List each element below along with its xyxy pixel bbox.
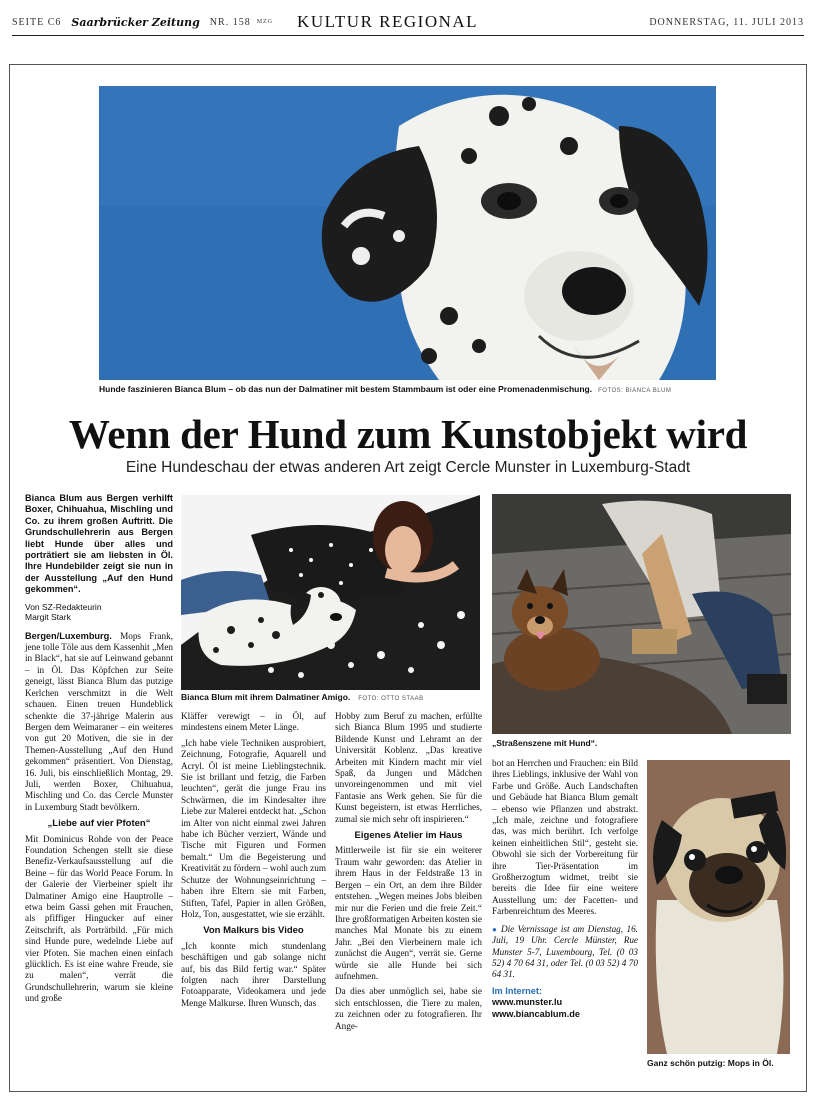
byline bbox=[25, 602, 173, 623]
photo-bianca-amigo bbox=[181, 495, 480, 690]
newspaper-name: Saarbrücker Zeitung bbox=[71, 15, 200, 29]
hero-caption bbox=[99, 384, 716, 394]
bullet-icon: ● bbox=[492, 924, 498, 934]
article-subheadline: Eine Hundeschau der etwas anderen Art zeigt Cercle Munster in Luxemburg-Stadt bbox=[125, 459, 691, 476]
bianca-amigo-illustration bbox=[181, 495, 480, 690]
column-3 bbox=[335, 711, 482, 1032]
paragraph: „Ich konnte mich stundenlang beschäftigen und gab solange nicht auf, bis das Bild fertig war.“ Später folgten nach ihrer Darstellung Fotoapparate, Videokamera und jede Menge Malkurse. Ihren Wunsch, das bbox=[181, 940, 326, 1008]
paragraph: Mittlerweile ist für sie ein weiterer Traum wahr geworden: das Atelier in ihrem Haus in der Feldstraße 13 in Bergen – ein Ort, an dem ihre Bilder entstehen. „Wegen meines Jobs bleiben mir nur die Ferien und die freie Zeit.“ Ihre großformatigen Arbeiten kosten sie manches Mal Monate bis zu einem Jahr. „Bei den Vierbeinern male ich zunächst die Augen“, verrät sie. Gerne würde sie alle Hunde bei sich aufnehmen. bbox=[335, 845, 482, 981]
paragraph: Mit Dominicus Rohde von der Peace Foundation Schengen stellt sie diese Benefiz-Verkaufsausstellung auf die Beine – für das World Peace Forum. In der Galerie der Vierbeiner spielt ihr Dalmatiner Amigo eine Hauptrolle – etwa beim Gassi gehen mit Frauchen, als pfiffiger Hingucker auf einer Zeitschrift, als Porträtbild. „Für mich sind Hunde pure, wedelnde Liebe auf vier Pfoten. Sie machen einen einfach glücklich. Es ist eine wahre Freude, sie zu malen“, verrät die Grundschullehrerin, warum sie kleine und große bbox=[25, 833, 173, 1004]
subheading-atelier: Eigenes Atelier im Haus bbox=[354, 830, 463, 842]
page-number: SEITE C6 bbox=[12, 16, 62, 28]
issue-date: DONNERSTAG, 11. JULI 2013 bbox=[649, 16, 804, 28]
subheading-malkurs: Von Malkurs bis Video bbox=[203, 925, 304, 937]
subheading-liebe: „Liebe auf vier Pfoten“ bbox=[47, 818, 151, 830]
issue-number: NR. 158 bbox=[209, 16, 251, 28]
article-lead: Bianca Blum aus Bergen verhilft Boxer, Chihuahua, Mischling und Co. zu ihrem großen Auftritt. Die Grundschullehrerin aus Bergen liebt Hunde über alles und porträtiert sie am liebsten in Öl. Ihre Hundebilder zeigt sie nun in der Ausstellung „Auf den Hund gekommen“. bbox=[25, 493, 173, 595]
hero-caption-text: Hunde faszinieren Bianca Blum – ob das nun der Dalmatiner mit bestem Stammbaum ist oder eine Promenadenmischung. bbox=[99, 384, 593, 394]
paragraph: bot an Herrchen und Frauchen: ein Bild ihres Lieblings, inklusive der Wahl von Farbe und Größe. Auch Landschaften und Gebäude hat Bianca Blum gemalt – ebenso wie Pflanzen und abstrakt. „Ich male, zeichne und fotografiere das, was mich berührt. Ich verfolge keinen einheitlichen Stil“, gesteht sie. Obwohl sie sich der Vorbereitung für ihre Tier-Präsentation im Großherzogtum widmet, treibt sie bereits die Idee für eine weitere Ausstellung um: der Facetten- und Farbenreichtum des Meeres. bbox=[492, 758, 638, 917]
photo-street-caption: „Straßenszene mit Hund“. bbox=[492, 738, 598, 748]
event-info-text: Die Vernissage ist am Dienstag, 16. Juli, 19 Uhr. Cercle Münster, Rue Munster 5-7, Luxembourg, Tel. (0 03 52) 4 70 64 31, oder Tel. (0 03 52) 4 70 64 31. bbox=[492, 923, 638, 980]
column-1 bbox=[25, 493, 173, 1005]
byline-author: Margit Stark bbox=[25, 612, 71, 623]
masthead-rule bbox=[12, 35, 804, 36]
hero-photo-credit: FOTOS: BIANCA BLUM bbox=[598, 388, 672, 394]
article-headline: Wenn der Hund zum Kunstobjekt wird bbox=[68, 411, 748, 457]
dalmatian-illustration bbox=[99, 86, 716, 380]
column-2 bbox=[181, 711, 326, 1009]
paragraph-text: Mops Frank, jene tolle Töle aus dem Kassenhit „Men in Black“, hat sie auf Leinwand gebannt – in Öl. Das Köpfchen zur Seite geneigt, lässt Bianca Blum das putzige Kerlchen verschmitzt in die Welt schauen. Einen treuen Hundeblick schenkte die 37-jährige Malerin aus Bergen dem Weimaraner – ein weiteres von gut 20 Motiven, die sie in der Themen-Ausstellung „Auf den Hund gekommen“ präsentiert. Von Dienstag, 16. Juli, bis einschließlich Montag, 29. Juli, werden Boxer, Chihuahua, Mischling und Co. das Cercle Munster in Luxemburg Stadt bevölkern. bbox=[25, 630, 173, 812]
photo-pug-painting bbox=[647, 760, 790, 1054]
byline-line-1: Von SZ-Redakteurin bbox=[25, 601, 102, 612]
link-biancablum[interactable]: www.biancablum.de bbox=[492, 1008, 580, 1019]
masthead bbox=[12, 10, 804, 34]
event-info bbox=[492, 924, 638, 981]
paragraph: Kläffer verewigt – in Öl, auf mindestens einem Meter Länge. bbox=[181, 711, 326, 733]
edition-code: MZG bbox=[256, 19, 274, 25]
section-title: KULTUR REGIONAL bbox=[297, 12, 479, 31]
paragraph: Hobby zum Beruf zu machen, erfüllte sich Bianca Blum 1995 und studierte Bildende Kunst und Lehramt an der Universität Koblenz. „Das kreative Arbeiten mit Kindern macht mir viel Spaß, da Jungen und Mädchen unvoreingenommen und mit viel Fantasie ans Werk gehen. Sie für die Kunst begeistern, ist etwas Herrliches, zumal sie mich sehr oft inspirieren.“ bbox=[335, 711, 482, 824]
hero-dalmatian-painting bbox=[99, 86, 716, 380]
street-scene-illustration bbox=[492, 494, 791, 734]
dateline: Bergen/Luxemburg. bbox=[25, 630, 112, 641]
pug-illustration bbox=[647, 760, 790, 1054]
photo-amigo-credit: FOTO: OTTO STAAB bbox=[358, 696, 424, 702]
column-4 bbox=[492, 758, 638, 1020]
photo-street-scene bbox=[492, 494, 791, 734]
link-munster[interactable]: www.munster.lu bbox=[492, 997, 563, 1008]
photo-amigo-caption-text: Bianca Blum mit ihrem Dalmatiner Amigo. bbox=[181, 692, 351, 702]
photo-pug-caption: Ganz schön putzig: Mops in Öl. bbox=[647, 1058, 774, 1068]
paragraph: Da dies aber unmöglich sei, habe sie sich entschlossen, die Tiere zu malen, zu zeichnen oder zu fotografieren. Ihr Ange- bbox=[335, 986, 482, 1031]
internet-label: Im Internet: bbox=[492, 985, 543, 996]
paragraph: „Ich habe viele Techniken ausprobiert, Zeichnung, Fotografie, Aquarell und Acryl. Öl ist meine Lieblingstechnik. Sie ist brillant und fetzig, die Farben leuchten“, gerät die junge Frau ins Schwärmen, die im Kindesalter ihre Liebe zur Malerei entdeckt hat. „Schon im Alter von nicht einmal zwei Jahren habe ich Bücher verziert, Wände und Tische mit Figuren und Formen bemalt.“ Um die Begeisterung und Kreativität zu fördern – wohl auch zum Schutze der Wohnungseinrichtung – haben ihre Eltern sie mit Farben, Stiften, Tafel, Papier in allen Größen, Holz, Ton, ausgestattet, wie sie erzählt. bbox=[181, 737, 326, 919]
paragraph bbox=[25, 631, 173, 814]
photo-amigo-caption bbox=[181, 692, 424, 702]
